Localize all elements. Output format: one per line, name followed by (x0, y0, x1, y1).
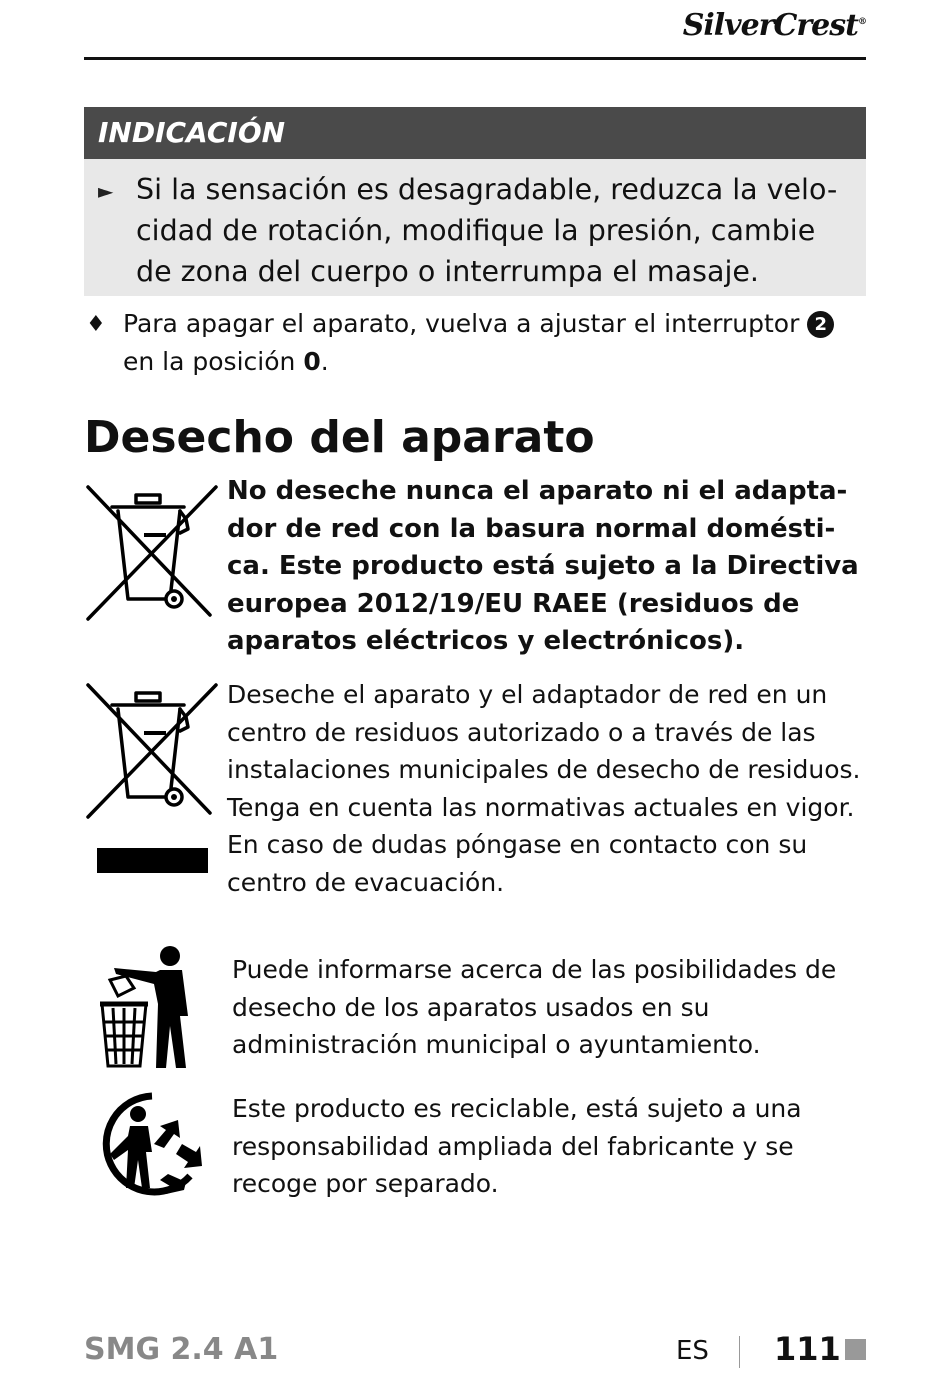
note-box (84, 107, 866, 296)
recyclable-paragraph: Este producto es reciclable, está sujeto a una responsabilidad ampliada del fabricante y se recoge por separado. (232, 1094, 802, 1198)
switch-number-badge: 2 (807, 311, 834, 338)
footer-separator (739, 1336, 740, 1368)
footer-language: ES (676, 1336, 709, 1366)
crossed-bin-icon (84, 681, 218, 821)
directive-notice: No deseche nunca el aparato ni el adapta-dor de red con la basura normal domésti-ca. Este producto está sujeto a la Directiva europea 2012/19/EU RAEE (residuos de aparatos eléctricos y electrónicos). (227, 476, 859, 656)
brand-logo: SilverCrest® (682, 8, 866, 43)
footer-model: SMG 2.4 A1 (84, 1332, 279, 1367)
page-number: 111 (774, 1330, 841, 1368)
section-heading: Desecho del aparato (84, 412, 595, 463)
disposal-paragraph: Deseche el aparato y el adaptador de red en un centro de residuos autorizado o a través de las instalaciones municipales de desecho de residuos. Tenga en cuenta las normativas actuales en vigor. En caso de dudas póngase en contacto con su centro de evacuación. (227, 680, 861, 897)
bullet-text-end: . (320, 347, 329, 376)
arrow-icon: ► (98, 179, 114, 203)
triman-recycle-icon (94, 1090, 206, 1200)
note-title: INDICACIÓN (98, 116, 286, 149)
information-paragraph: Puede informarse acerca de las posibilidades de desecho de los aparatos usados en su administración municipal o ayuntamiento. (232, 955, 837, 1059)
weee-black-bar (97, 848, 208, 873)
note-header (84, 107, 866, 159)
position-value: 0 (303, 347, 321, 376)
footer-square-marker (845, 1339, 866, 1360)
crossed-bin-icon (84, 483, 218, 623)
bullet-text-before: Para apagar el aparato, vuelva a ajustar el interruptor (123, 309, 800, 338)
tidyman-icon (96, 944, 206, 1070)
bullet-text-mid: en la posición (123, 347, 296, 376)
bullet-text (123, 305, 863, 381)
diamond-bullet-icon: ♦ (86, 312, 106, 337)
header-rule (84, 57, 866, 60)
note-text: Si la sensación es desagradable, reduzca la velo-cidad de rotación, modifique la presión, cambie de zona del cuerpo o interrumpa el masaje. (136, 173, 838, 288)
